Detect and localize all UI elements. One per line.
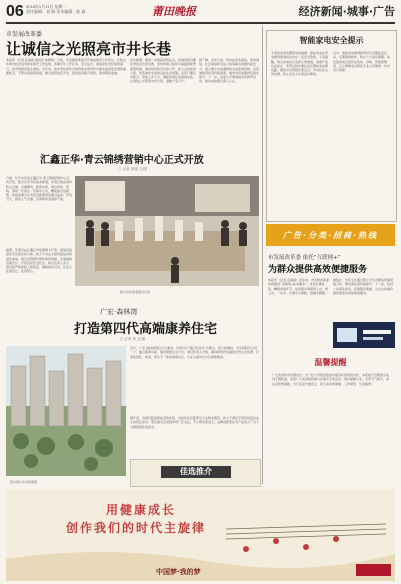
story1-col3: 据了解，去年以来，我市在政务诚信、商务诚信、社会诚信和司法公信等重点领域持续发力，建立健全守信激励和失信惩戒机制，各领域信用状况持续改善，城市信用监测排名稳步提升。下一步，将深入开展诚信宣传教育活动，推动诚信理念深入人心。 bbox=[199, 58, 259, 84]
story2-col1: 日前，位于市区的汇鑫正华·青云锦绣营销中心正式开放，吸引众多市民前来参观。该项目地处城市核心区域，交通便利，配套完善，周边学校、医院、商场一应俱全。营销中心内，精美的沙盘模型、样板间展示让市民近距离感受项目品质。开放当天，现场人气火爆，咨询购房者络绎不绝。 bbox=[6, 176, 72, 202]
sidebar-safety-title: 智能家电安全提示 bbox=[299, 36, 364, 45]
story3-col1: 近日，广宏·森林湾项目正式面市。该项目以“第四代住宅”为理念，将立体园林、空中庭院引入每一户，融合康养功能，倡导健康生活方式。项目负责人介绍，森林湾依托优越的自然生态资源，打造集居住、休闲、养生于一体的高端社区，为业主提供全方位健康服务。 bbox=[130, 346, 259, 359]
recommend-ad-box bbox=[130, 459, 261, 487]
sidebar-safety-col1: 冬季是家用电器使用高峰期，智能家电在带来便利的同时也存在一定安全隐患。专家提醒，购买家电时应选择正规渠道，查看产品认证标志；使用过程中要注意定期检查电源线路，避免长时间超负荷运行；外出时应关闭电源，防止发生火灾等意外事故。 bbox=[271, 51, 329, 77]
story2-byline: □ 记者 刘瑞 文/图 bbox=[118, 167, 147, 171]
issue-date: 2016年1月11日 星期一 bbox=[26, 4, 67, 9]
story3-col2: 据介绍，该项目配备智能安防系统、全龄化社区配套及专业物业服务，致力于满足不同年龄层次业主的居住需求。项目推出后受到市场广泛关注，不少购房者表示，这种创新型住宅产品契合了当下对健康居住的追求。 bbox=[130, 416, 259, 429]
classified-ad-banner bbox=[266, 224, 395, 246]
story1-kicker: 市发展改革委 bbox=[6, 31, 43, 38]
service-ad-graphic bbox=[333, 322, 395, 348]
issue-editors: 责任编辑：刘 瑞 美术编辑：陈 淼 bbox=[26, 9, 86, 14]
sidebar-safety-col2: 另外，智能家电联网使用时应设置复杂密码，定期更新软件，防止个人信息泄露。如发现家电出现异常发热、异味、冒烟等情况，应立即断电并联系专业人员维修，切勿自行拆卸。 bbox=[333, 51, 391, 73]
story4-headline: 为群众提供高效便捷服务 bbox=[268, 265, 368, 275]
story2-headline: 汇鑫正华·青云锦绣营销中心正式开放 bbox=[40, 155, 204, 166]
story1-col2: 会议强调，要进一步提高思想认识，把诚信建设摆在更加突出的位置，加快构建以信用为基础的新型监管机制，推动信用信息共享公开，加大失信惩戒力度，营造诚实守信的良好社会氛围。各部门要密切配合，形成工作合力，确保各项任务落到实处，让诚信之光照亮市井长巷，温暖千家万户。 bbox=[130, 58, 196, 84]
notice-box bbox=[266, 353, 395, 483]
service-ad-image bbox=[333, 322, 395, 348]
bottom-ad-line1: 用健康成长 bbox=[106, 503, 177, 517]
story3-byline: □ 记者 黄 文/图 bbox=[119, 337, 146, 341]
notice-body: 广大读者和市民朋友们：为了给大家提供更加丰富多彩的阅读内容，本报将于近期推出系列专题报道，欢迎广大读者积极参与并提出宝贵意见。同时提醒大家，冬季天气寒冷，请注意防寒保暖，出行注意交通安全，祝大家身体健康、工作顺利、生活愉快！ bbox=[272, 373, 390, 386]
story2-photo-caption: 图为市民参观项目沙盘 bbox=[120, 290, 151, 294]
story3-kicker: 广宏·森林湾 bbox=[100, 308, 138, 316]
story1-headline: 让诚信之光照亮市井长巷 bbox=[6, 40, 172, 58]
page-number: 06 bbox=[6, 3, 24, 20]
bottom-public-ad bbox=[6, 489, 395, 581]
section-title: 经济新闻·城事·广告 bbox=[298, 5, 395, 18]
bottom-ad-footer: 中国梦·我的梦 bbox=[156, 568, 201, 576]
sales-center-photo-image bbox=[75, 176, 259, 286]
notice-title: 温馨提醒 bbox=[314, 358, 347, 367]
bottom-ad-line2: 创作我们的时代主旋律 bbox=[66, 521, 207, 535]
sales-center-photo bbox=[75, 176, 259, 286]
sidebar-safety-box bbox=[266, 30, 397, 222]
newspaper-logo: 莆田晚报 bbox=[152, 5, 196, 18]
classified-ad-text: 广告·分类·招商·热线 bbox=[282, 230, 379, 240]
story3-photo-caption: 图为项目实景效果图 bbox=[10, 480, 38, 484]
story4-col1: 本报讯（记者 张丽娟）近年来，市发展改革委积极推进“互联网+政务服务”，优化办事流程，精简审批环节，实现更多事项网上办、掌上办、一次办，让群众少跑腿、数据多跑路。 bbox=[268, 278, 329, 295]
story4-col2: 据统计，去年全年通过网上平台办理各类事项数万件，群众满意度持续提升。下一步，将进一步深化改革，拓展服务渠道，为企业和群众提供更加优质高效的服务。 bbox=[333, 278, 394, 295]
story4-kicker: 市发展改革委 依托“互联网+” bbox=[268, 255, 341, 261]
column-divider bbox=[262, 26, 263, 484]
story2-col2: 据悉，该项目由汇鑫正华集团倾力打造，规划有高层住宅及商业综合体，致力于为业主提供高品质的居住体验。项目采用现代简约建筑风格，注重园林景观设计，打造宜居生活社区。相关负责人表示，项目将严格把控工程质量，确保按时交付，让业主住得安心、住得舒心。 bbox=[6, 248, 72, 274]
recommend-ad-label: 佳选推介 bbox=[161, 466, 231, 478]
header-rule bbox=[6, 22, 395, 24]
story3-headline: 打造第四代高端康养住宅 bbox=[74, 322, 218, 337]
story1-col1: 本报讯（记者 张丽娟 通讯员 林惠敏）日前，市发展改革委召开诚信建设工作会议，总结去年我市社会信用体系建设工作成效，部署今年工作任务。会议指出，诚信是社会和谐的基石，是市场经济的生命线。近年来，我市坚持把社会信用体系建设作为推动高质量发展的重要抓手，不断完善信用制度，健全信用信息平台，推进信用联合奖惩，取得明显成效。 bbox=[6, 58, 126, 75]
issue-meta bbox=[26, 4, 85, 14]
residential-complex-photo bbox=[6, 346, 126, 476]
residential-complex-photo-image bbox=[6, 346, 126, 476]
